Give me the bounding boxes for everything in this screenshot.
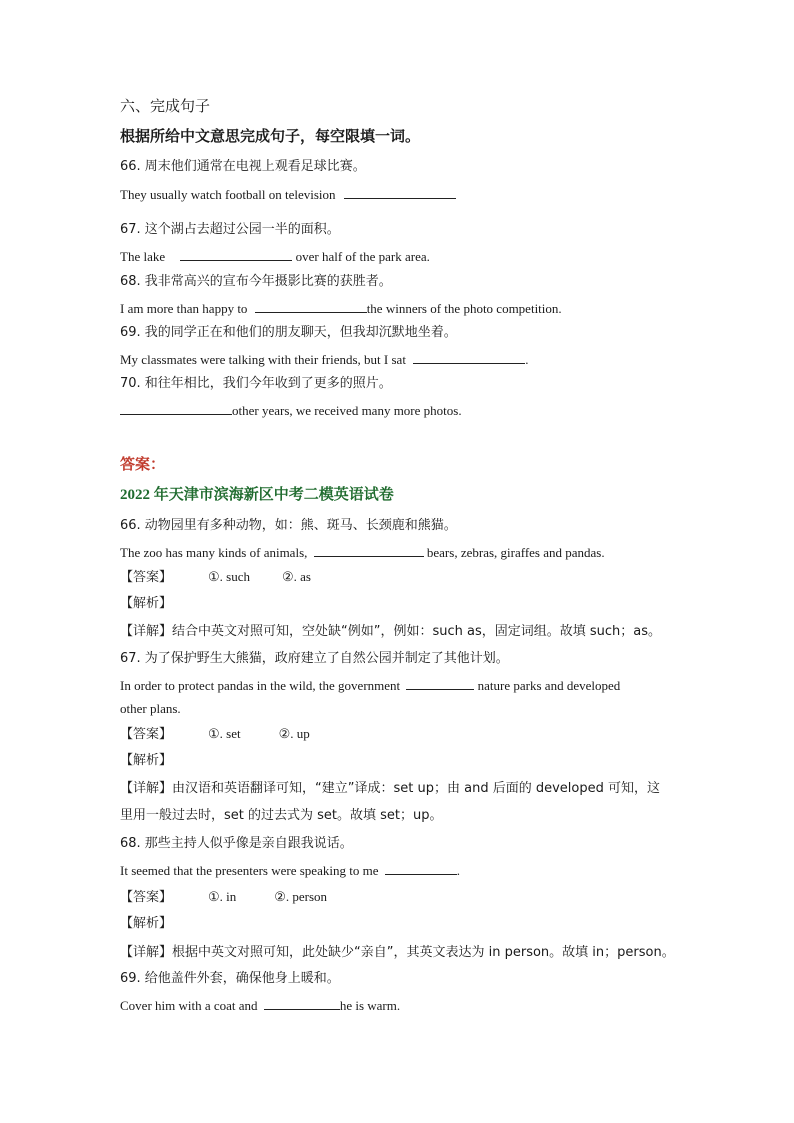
- answer-blank[interactable]: [344, 186, 456, 199]
- section-title: 六、完成句子: [120, 97, 211, 115]
- question-68-english: [120, 300, 562, 317]
- item-68-chinese: 68. 那些主持人似乎像是亲自跟我说话。: [120, 836, 353, 851]
- question-67-text-b: over half of the park area.: [295, 249, 430, 264]
- answer-label: 【答案】: [120, 890, 173, 905]
- item-66-chinese: 66. 动物园里有多种动物，如：熊、斑马、长颈鹿和熊猫。: [120, 518, 457, 533]
- item-66-text-a: The zoo has many kinds of animals,: [120, 545, 308, 560]
- answer-blank[interactable]: [255, 300, 367, 313]
- item-66-text-b: bears, zebras, giraffes and pandas.: [426, 545, 605, 560]
- item-69-text-b: he is warm.: [339, 998, 401, 1013]
- item-67-text-a: In order to protect pandas in the wild, the government: [120, 678, 401, 693]
- question-70-english: [120, 402, 462, 419]
- analysis-label: 【解析】: [120, 753, 173, 768]
- item-68-english: [120, 862, 460, 879]
- detail-text: 结合中英文对照可知，空处缺“例如”，例如：such as，固定词组。故填 such；as。: [172, 624, 662, 639]
- item-68-answer: [120, 889, 327, 906]
- item-68-text-b: .: [456, 863, 460, 878]
- item-67-english: [120, 677, 620, 694]
- question-66-text: They usually watch football on television: [120, 187, 336, 202]
- item-69-chinese: 69. 给他盖件外套，确保他身上暖和。: [120, 971, 340, 986]
- question-69-english: [120, 351, 528, 368]
- exam-title: 2022 年天津市滨海新区中考二模英语试卷: [120, 487, 394, 503]
- detail-label: 【详解】: [120, 624, 173, 639]
- question-67-chinese: 67. 这个湖占去超过公园一半的面积。: [120, 222, 340, 237]
- answers-label: 答案：: [120, 455, 166, 473]
- section-instruction: 根据所给中文意思完成句子，每空限填一词。: [120, 127, 421, 145]
- detail-text: 根据中英文对照可知，此处缺少“亲自”，其英文表达为 in person。故填 in；person。: [172, 945, 675, 960]
- answer-1: ①. in: [207, 889, 237, 904]
- answer-1: ①. set: [207, 726, 241, 741]
- question-69-chinese: 69. 我的同学正在和他们的朋友聊天，但我却沉默地坐着。: [120, 325, 457, 340]
- answer-2: ②. person: [274, 889, 328, 904]
- question-67-english: [120, 248, 430, 265]
- question-66-english: [120, 186, 456, 203]
- answer-1: ①. such: [207, 569, 250, 584]
- item-67-detail: [120, 780, 660, 797]
- item-67-english-cont: other plans.: [120, 701, 181, 716]
- answer-blank: [314, 544, 424, 557]
- question-70-text: other years, we received many more photos.: [232, 403, 462, 418]
- question-69-text-b: .: [525, 352, 529, 367]
- question-68-text-b: the winners of the photo competition.: [366, 301, 562, 316]
- question-69-text-a: My classmates were talking with their friends, but I sat: [120, 352, 406, 367]
- item-69-english: [120, 997, 400, 1014]
- answer-blank: [264, 997, 340, 1010]
- question-68-text-a: I am more than happy to: [120, 301, 248, 316]
- answer-blank: [406, 677, 474, 690]
- item-67-text-b: nature parks and developed: [477, 678, 621, 693]
- item-69-text-a: Cover him with a coat and: [120, 998, 258, 1013]
- answer-label: 【答案】: [120, 570, 173, 585]
- item-66-english: [120, 544, 605, 561]
- item-68-text-a: It seemed that the presenters were speaking to me: [120, 863, 379, 878]
- item-67-detail-cont: 里用一般过去时，set 的过去式为 set。故填 set；up。: [120, 808, 443, 823]
- answer-blank: [385, 862, 457, 875]
- answer-2: ②. as: [281, 569, 311, 584]
- question-66-chinese: 66. 周末他们通常在电视上观看足球比赛。: [120, 159, 366, 174]
- item-67-answer: [120, 726, 310, 743]
- item-68-detail: [120, 944, 675, 961]
- detail-label: 【详解】: [120, 945, 173, 960]
- answer-blank[interactable]: [120, 402, 232, 415]
- item-66-detail: [120, 623, 661, 640]
- detail-text: 由汉语和英语翻译可知，“建立”译成：set up；由 and 后面的 developed 可知，这: [172, 781, 660, 796]
- question-67-text-a: The lake: [120, 249, 166, 264]
- analysis-label: 【解析】: [120, 916, 173, 931]
- analysis-label: 【解析】: [120, 596, 173, 611]
- answer-label: 【答案】: [120, 727, 173, 742]
- answer-2: ②. up: [278, 726, 310, 741]
- question-68-chinese: 68. 我非常高兴的宣布今年摄影比赛的获胜者。: [120, 274, 392, 289]
- question-70-chinese: 70. 和往年相比，我们今年收到了更多的照片。: [120, 376, 392, 391]
- item-66-answer: [120, 569, 311, 586]
- item-67-chinese: 67. 为了保护野生大熊猫，政府建立了自然公园并制定了其他计划。: [120, 651, 509, 666]
- answer-blank[interactable]: [413, 351, 525, 364]
- answer-blank[interactable]: [180, 248, 292, 261]
- detail-label: 【详解】: [120, 781, 173, 796]
